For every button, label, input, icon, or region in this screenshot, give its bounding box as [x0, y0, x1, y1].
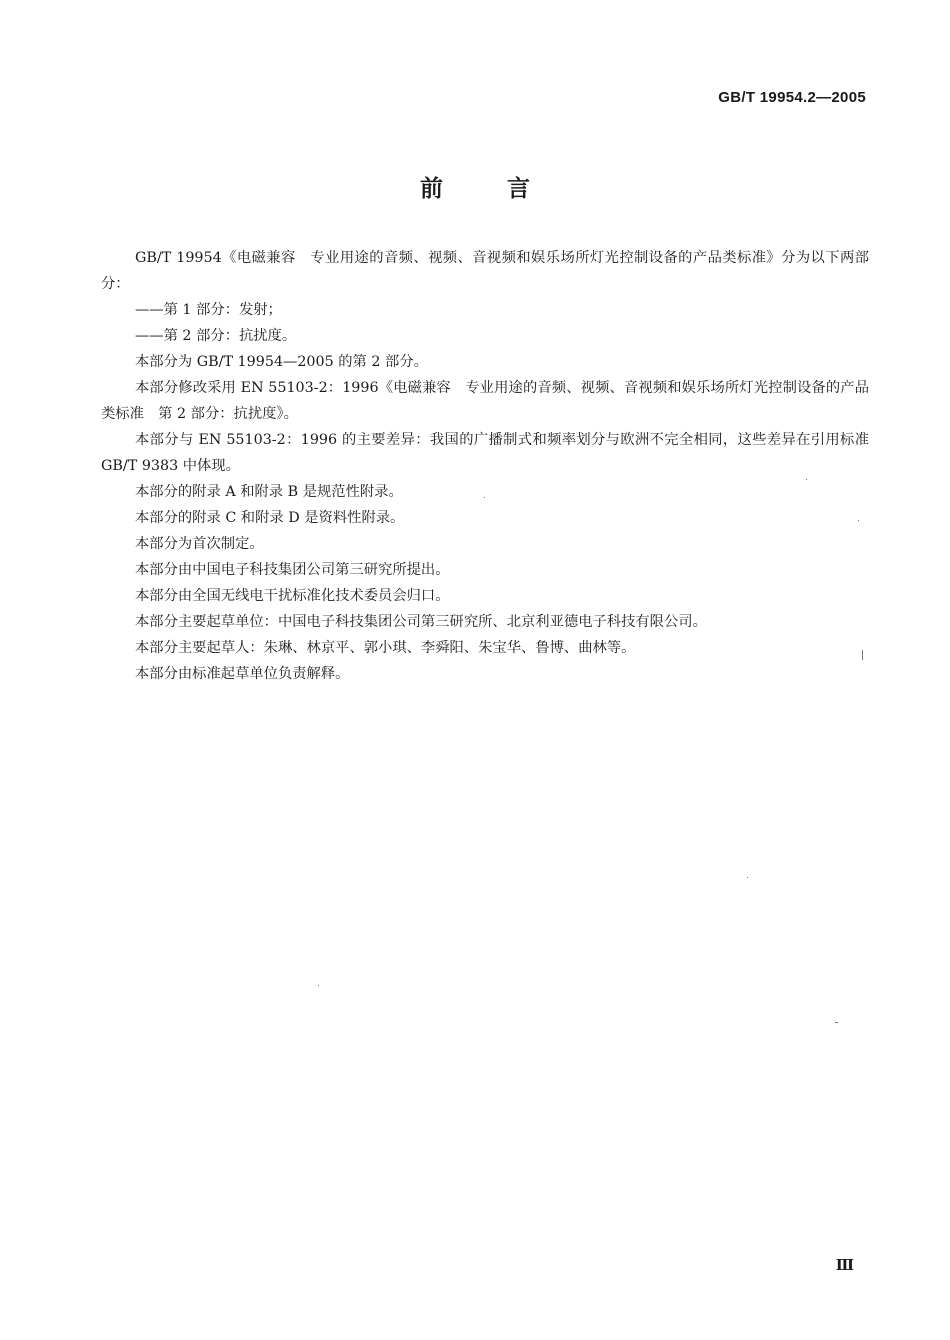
standard-code-header: GB/T 19954.2—2005	[718, 89, 866, 106]
scan-speck	[484, 497, 485, 498]
paragraph-proposer: 本部分由中国电子科技集团公司第三研究所提出。	[135, 562, 450, 578]
paragraph-first-edition: 本部分为首次制定。	[135, 536, 264, 552]
paragraph-part2: ——第 2 部分：抗扰度。	[135, 328, 297, 344]
paragraph-committee: 本部分由全国无线电干扰标准化技术委员会归口。	[135, 588, 450, 604]
paragraph-this-part: 本部分为 GB/T 19954—2005 的第 2 部分。	[135, 354, 428, 370]
scan-speck	[747, 877, 748, 878]
scan-speck	[858, 520, 859, 521]
foreword-body	[101, 245, 869, 687]
scan-speck	[862, 650, 863, 660]
paragraph-differences: 本部分与 EN 55103-2：1996 的主要差异：我国的广播制式和频率划分与欧洲不完全相同，这些差异在引用标准 GB/T 9383 中体现。	[101, 432, 869, 474]
paragraph-part1: ——第 1 部分：发射；	[135, 302, 282, 318]
paragraph-drafters: 本部分主要起草人：朱琳、林京平、郭小琪、李舜阳、朱宝华、鲁博、曲林等。	[135, 640, 636, 656]
page-number: Ⅲ	[835, 1256, 854, 1274]
scan-speck	[318, 985, 319, 986]
paragraph-informative-annexes: 本部分的附录 C 和附录 D 是资料性附录。	[135, 510, 405, 526]
page-title: 前言	[420, 176, 594, 202]
paragraph-interpretation: 本部分由标准起草单位负责解释。	[135, 666, 350, 682]
scan-speck	[806, 479, 807, 480]
paragraph-intro: GB/T 19954《电磁兼容 专业用途的音频、视频、音视频和娱乐场所灯光控制设备的产品类标准》分为以下两部分：	[101, 250, 869, 292]
scan-speck	[835, 1022, 838, 1023]
paragraph-adoption: 本部分修改采用 EN 55103-2：1996《电磁兼容 专业用途的音频、视频、音视频和娱乐场所灯光控制设备的产品类标准 第 2 部分：抗扰度》。	[101, 380, 869, 422]
paragraph-drafting-units: 本部分主要起草单位：中国电子科技集团公司第三研究所、北京利亚德电子科技有限公司。	[135, 614, 707, 630]
paragraph-normative-annexes: 本部分的附录 A 和附录 B 是规范性附录。	[135, 484, 403, 500]
